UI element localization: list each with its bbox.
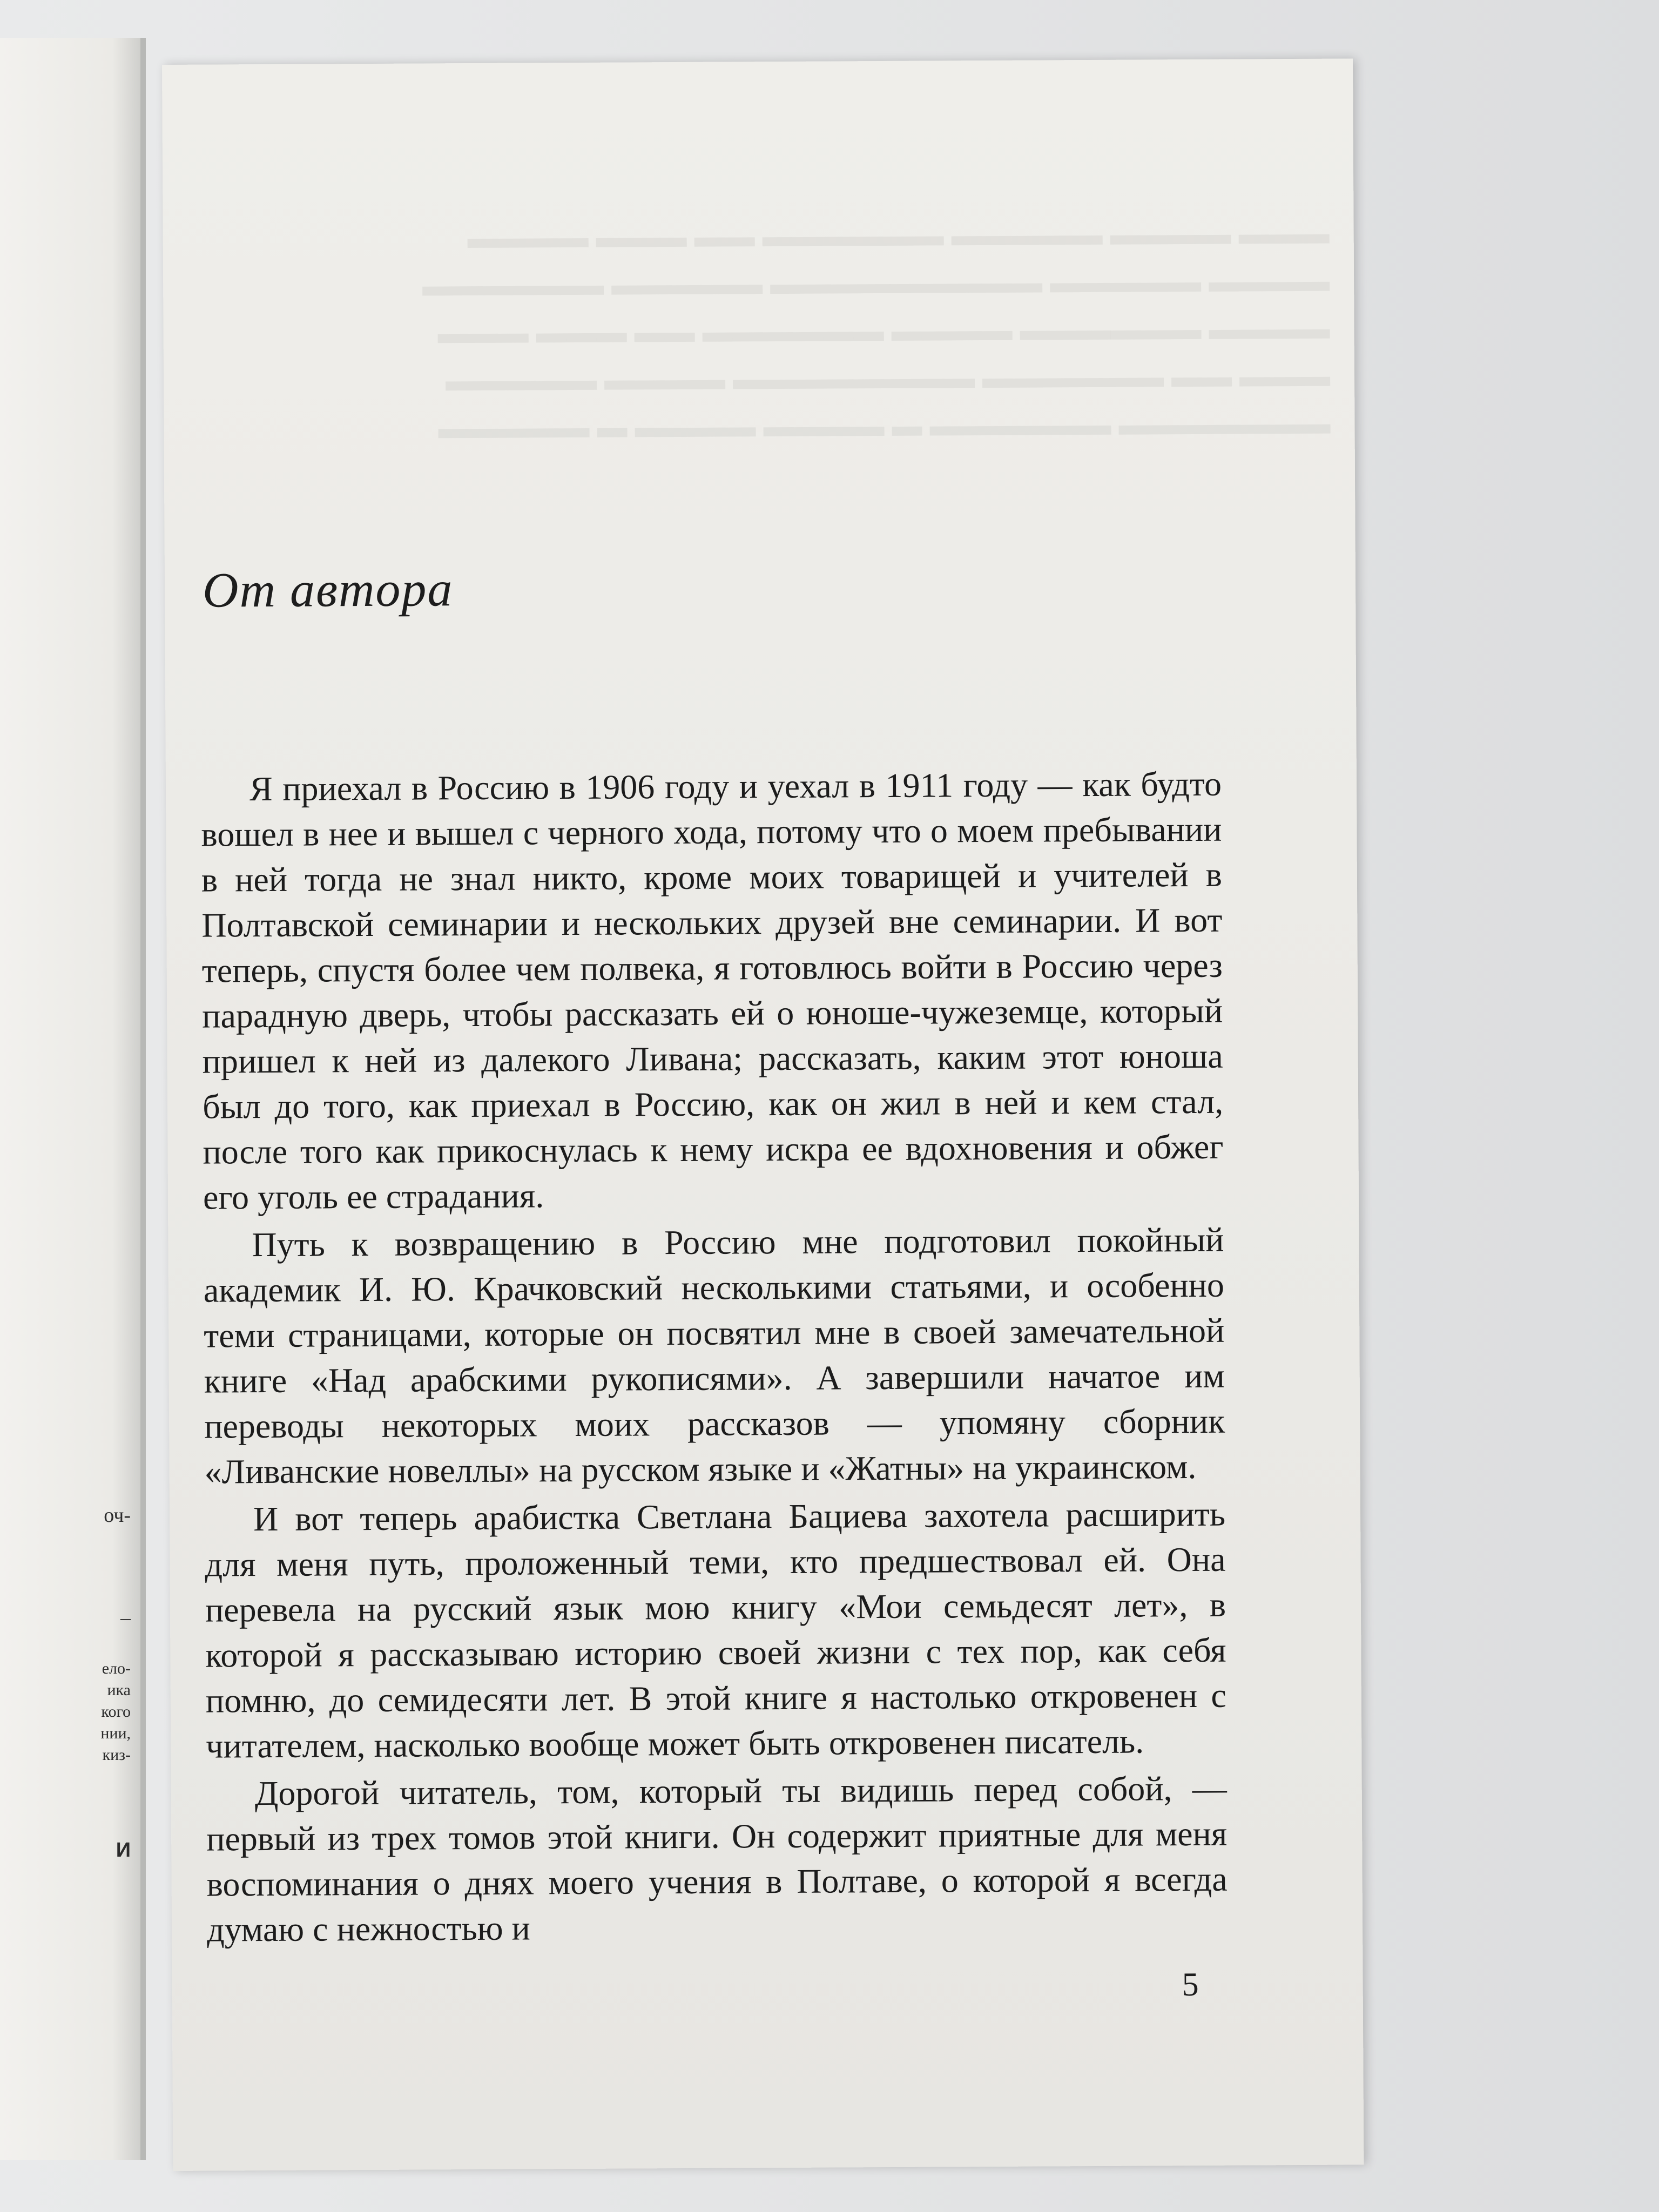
left-page-fragment: – xyxy=(120,1607,131,1629)
paragraph: Я приехал в Россию в 1906 году и уехал в 1911 году — как будто вошел в нее и вышел с черного хода, потому что о моем пребывании в ней тогда не знал никто, кроме моих товарищей и учителей в Полтавской семинарии и нескольких друзей вне семинарии. И вот теперь, спустя более чем полвека, я готовлюсь войти в Россию через парадную дверь, чтобы рассказать ей о юноше-чужеземце, который пришел к ней из далекого Ливана; рассказать, каким этот юноша был до того, как приехал в Россию, как он жил в ней и кем стал, после того как прикоснулась к нему искра ее вдохновения и обжег его уголь ее страдания. xyxy=(201,764,1224,1217)
paragraph: И вот теперь арабистка Светлана Бациева захотела расширить для меня путь, проложенный теми, кто предшествовал ей. Она перевела на русский язык мою книгу «Мои семьдесят лет», в которой я рассказываю историю своей жизни с тех пор, как себя помню, до семидесяти лет. В этой книге я настолько откровенен с читателем, насколько вообще может быть откровенен писатель. xyxy=(205,1494,1227,1765)
page-number: 5 xyxy=(1182,1966,1199,2004)
book-page xyxy=(162,58,1364,2170)
paragraph: Путь к возвращению в Россию мне подготовил покойный академик И. Ю. Крачковский несколькими статьями, и особенно теми страницами, которые он посвятил мне в своей замечательной книге «Над арабскими рукописями». А завершили начатое им переводы некоторых моих рассказов — упомяну сборник «Ливанские новеллы» на русском языке и «Жатны» на украинском. xyxy=(203,1220,1225,1491)
left-page-fragment: ело- ика кого нии, киз- xyxy=(100,1660,131,1764)
left-page-fragment: И xyxy=(116,1839,131,1862)
page-title: От автора xyxy=(202,561,454,618)
left-page-edge xyxy=(0,38,146,2160)
paragraph: Дорогой читатель, том, который ты видишь перед собой, — первый из трех томов этой книги. Он содержит приятные для меня воспоминания о днях моего учения в Полтаве, о которой я всегда думаю с нежностью и xyxy=(206,1769,1228,1949)
left-page-fragment: оч- xyxy=(104,1504,131,1527)
show-through-text: ▬▬▬ ▬▬▬▬ ▬▬▬▬▬ ▬▬▬▬▬▬ ▬▬ ▬▬▬ ▬▬▬▬ ▬▬▬▬ ▬▬▬▬▬ ▬▬▬▬▬▬▬▬▬ ▬▬▬▬▬ ▬▬▬▬▬▬ ▬▬▬▬ ▬▬▬▬▬▬ ▬▬▬▬ ▬▬▬▬▬▬ ▬▬ ▬▬▬ ▬▬▬ ▬▬▬ ▬▬ ▬▬▬▬▬▬ ▬▬▬▬▬▬▬▬ ▬▬▬▬ ▬▬▬▬▬ ▬▬▬▬▬▬▬ ▬▬▬▬▬▬ ▬ ▬▬▬▬ ▬▬▬▬ ▬ ▬▬▬▬▬ xyxy=(422,217,1331,446)
body-text xyxy=(201,761,1228,1955)
